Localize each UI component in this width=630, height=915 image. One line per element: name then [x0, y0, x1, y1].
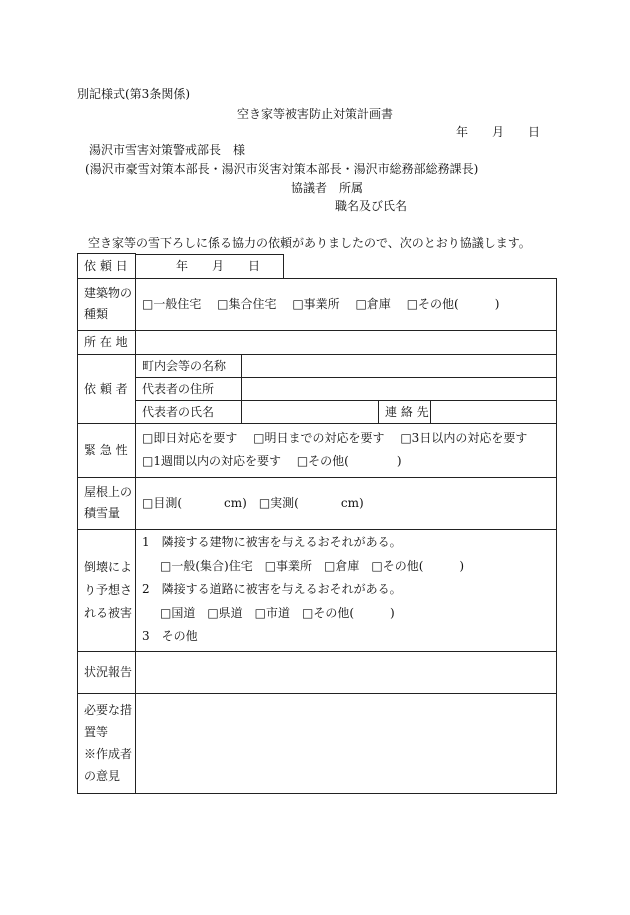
snow-depth-row [78, 477, 557, 529]
location-row [78, 330, 557, 354]
status-report-field[interactable] [136, 651, 557, 693]
building-type-option-apartment[interactable]: □集合住宅 [217, 297, 277, 311]
requester-row-2 [78, 377, 557, 400]
intro-text: 空き家等の雪下ろしに係る協力の依頼がありましたので、次のとおり協議します。 [88, 236, 531, 250]
date-line: 年 月 日 [456, 125, 541, 139]
addressee-line1: 湯沢市雪害対策警戒部長 様 [89, 143, 246, 157]
urgency-row [78, 423, 557, 477]
damage-label-line1: 倒壊によ [84, 559, 133, 574]
requester-row-1 [78, 354, 557, 377]
damage-item2: 2 隣接する道路に被害を与えるおそれがある。 [142, 582, 402, 597]
location-field[interactable] [136, 330, 557, 354]
town-assoc-label: 町内会等の名称 [136, 354, 242, 377]
urgency-label: 緊 急 性 [78, 423, 136, 477]
request-date-row [78, 254, 557, 279]
request-date-field[interactable] [136, 254, 284, 278]
damage-item1-options[interactable]: □一般(集合)住宅 □事業所 □倉庫 □その他( ) [160, 558, 465, 573]
urgency-option-within-week[interactable]: □1週間以内の対応を要す [142, 454, 281, 468]
snow-depth-visual-option[interactable]: □目測( [142, 496, 183, 510]
form-label: 別記様式(第3条関係) [77, 87, 190, 101]
damage-label-line2: り予想さ [84, 582, 133, 597]
measures-label-line4: の意見 [84, 769, 121, 783]
consultant-name-label: 職名及び氏名 [335, 199, 408, 213]
rep-address-label: 代表者の住所 [136, 377, 242, 400]
urgency-option-within-3-days[interactable]: □3日以内の対応を要す [400, 431, 528, 445]
urgency-options-row1 [142, 427, 556, 450]
measures-label-line2: 置等 [84, 725, 109, 739]
urgency-options-row2 [142, 450, 556, 473]
building-type-option-house[interactable]: □一般住宅 [142, 297, 202, 311]
request-date-label: 依 頼 日 [78, 254, 136, 279]
building-type-row [78, 278, 557, 330]
snow-depth-measured-unit: cm) [340, 496, 364, 510]
building-type-option-warehouse[interactable]: □倉庫 [355, 297, 391, 311]
measures-label-line1: 必要な措 [84, 703, 133, 717]
plan-form-table [77, 253, 557, 794]
contact-field[interactable] [431, 400, 557, 423]
status-report-label: 状況報告 [78, 651, 136, 693]
measures-field[interactable] [136, 693, 557, 793]
request-date-value: 年 月 日 [176, 259, 261, 273]
measures-label-line3: ※作成者 [84, 747, 133, 761]
requester-row-3 [78, 400, 557, 423]
document-title: 空き家等被害防止対策計画書 [237, 107, 394, 121]
town-assoc-field[interactable] [242, 354, 557, 377]
snow-depth-label-line1: 屋根上の [84, 485, 133, 499]
snow-depth-label-line2: 積雪量 [84, 506, 121, 520]
building-type-options [136, 278, 557, 330]
requester-label: 依 頼 者 [78, 354, 136, 423]
damage-label-line3: れる被害 [84, 605, 133, 620]
urgency-option-by-tomorrow[interactable]: □明日までの対応を要す [253, 431, 385, 445]
damage-item1: 1 隣接する建物に被害を与えるおそれがある。 [142, 535, 402, 550]
building-type-option-other[interactable]: □その他( ) [406, 297, 500, 311]
contact-label: 連 絡 先 [379, 400, 431, 423]
snow-depth-visual-unit: cm) [224, 496, 247, 510]
damage-row [78, 529, 557, 651]
building-type-label-line1: 建築物の [84, 286, 133, 300]
addressee-line2: (湯沢市豪雪対策本部長・湯沢市災害対策本部長・湯沢市総務部総務課長) [85, 162, 479, 176]
rep-name-field[interactable] [242, 400, 379, 423]
urgency-option-other[interactable]: □その他( ) [296, 454, 402, 468]
rep-name-label: 代表者の氏名 [136, 400, 242, 423]
building-type-label-line2: 種類 [84, 307, 109, 321]
snow-depth-measured-option[interactable]: □実測( [258, 496, 299, 510]
rep-address-field[interactable] [242, 377, 557, 400]
status-report-row [78, 651, 557, 693]
damage-item3: 3 その他 [142, 629, 198, 644]
consultant-label: 協議者 所属 [291, 181, 364, 195]
building-type-option-office[interactable]: □事業所 [292, 297, 340, 311]
measures-row [78, 693, 557, 793]
damage-item2-options[interactable]: □国道 □県道 □市道 □その他( ) [160, 605, 395, 620]
location-label: 所 在 地 [78, 330, 136, 354]
urgency-option-same-day[interactable]: □即日対応を要す [142, 431, 238, 445]
